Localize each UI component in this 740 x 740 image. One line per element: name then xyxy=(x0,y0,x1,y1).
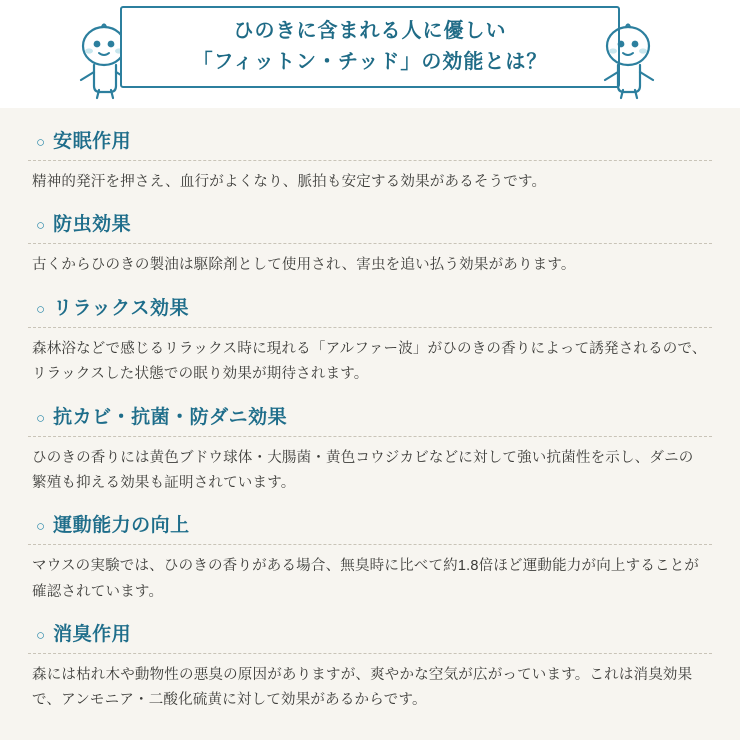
benefit-heading xyxy=(28,209,712,236)
section-divider xyxy=(28,544,712,545)
benefit-body: 精神的発汗を押さえ、血行がよくなり、脈拍も安定する効果があるそうです。 xyxy=(32,174,547,190)
benefit-title: 抗カビ・抗菌・防ダニ効果 xyxy=(53,406,288,428)
benefit-title: 防虫効果 xyxy=(53,214,132,236)
page-title-line-2: 「フィットン・チッド」の効能とは？ xyxy=(192,51,548,73)
circle-bullet-icon: ○ xyxy=(36,134,46,151)
benefit-body: 森には枯れ木や動物性の悪臭の原因がありますが、爽やかな空気が広がっています。これは消臭効果で、アンモニア・二酸化硫黄に対して効果があるからです。 xyxy=(32,667,693,709)
benefit-heading xyxy=(28,619,712,646)
circle-bullet-icon: ○ xyxy=(36,518,46,536)
benefit-title: 運動能力の向上 xyxy=(53,515,190,537)
circle-bullet-icon: ○ xyxy=(36,300,46,318)
benefit-section xyxy=(28,293,712,388)
mascot-character-right-icon xyxy=(596,20,660,100)
benefit-section xyxy=(28,619,712,714)
benefit-body: マウスの実験では、ひのきの香りがある場合、無臭時に比べて約1.8倍ほど運動能力が向上することが確認されています。 xyxy=(32,558,700,600)
benefit-title: 消臭作用 xyxy=(53,624,132,645)
benefit-section xyxy=(28,126,712,195)
benefit-heading xyxy=(28,402,712,429)
benefit-body: ひのきの香りには黄色ブドウ球体・大腸菌・黄色コウジカビなどに対して強い抗菌性を示し、ダニの繁殖も抑える効果も証明されています。 xyxy=(32,449,694,491)
circle-bullet-icon: ○ xyxy=(36,627,46,644)
benefit-heading xyxy=(28,293,712,320)
section-divider xyxy=(28,160,712,161)
section-divider xyxy=(28,436,712,437)
benefit-title: 安眠作用 xyxy=(53,131,132,152)
benefit-heading xyxy=(28,510,712,537)
section-divider xyxy=(28,653,712,654)
benefit-section xyxy=(28,510,712,605)
benefit-title: リラックス効果 xyxy=(53,297,189,319)
benefit-section xyxy=(28,402,712,497)
section-divider xyxy=(28,327,712,328)
benefit-heading xyxy=(28,126,712,153)
page-title-line-1: ひのきに含まれる人に優しい xyxy=(233,20,507,42)
circle-bullet-icon: ○ xyxy=(36,409,46,427)
header-title-box xyxy=(120,6,620,88)
benefit-body: 森林浴などで感じるリラックス時に現れる「アルファー波」がひのきの香りによって誘発されるので、リラックスした状態での眠り効果が期待されます。 xyxy=(32,340,707,383)
benefit-section xyxy=(28,209,712,278)
circle-bullet-icon: ○ xyxy=(36,217,46,235)
section-divider xyxy=(28,243,712,244)
header-band xyxy=(0,0,740,108)
benefits-list xyxy=(0,108,740,728)
benefit-body: 古くからひのきの製油は駆除剤として使用され、害虫を追い払う効果があります。 xyxy=(32,257,576,274)
